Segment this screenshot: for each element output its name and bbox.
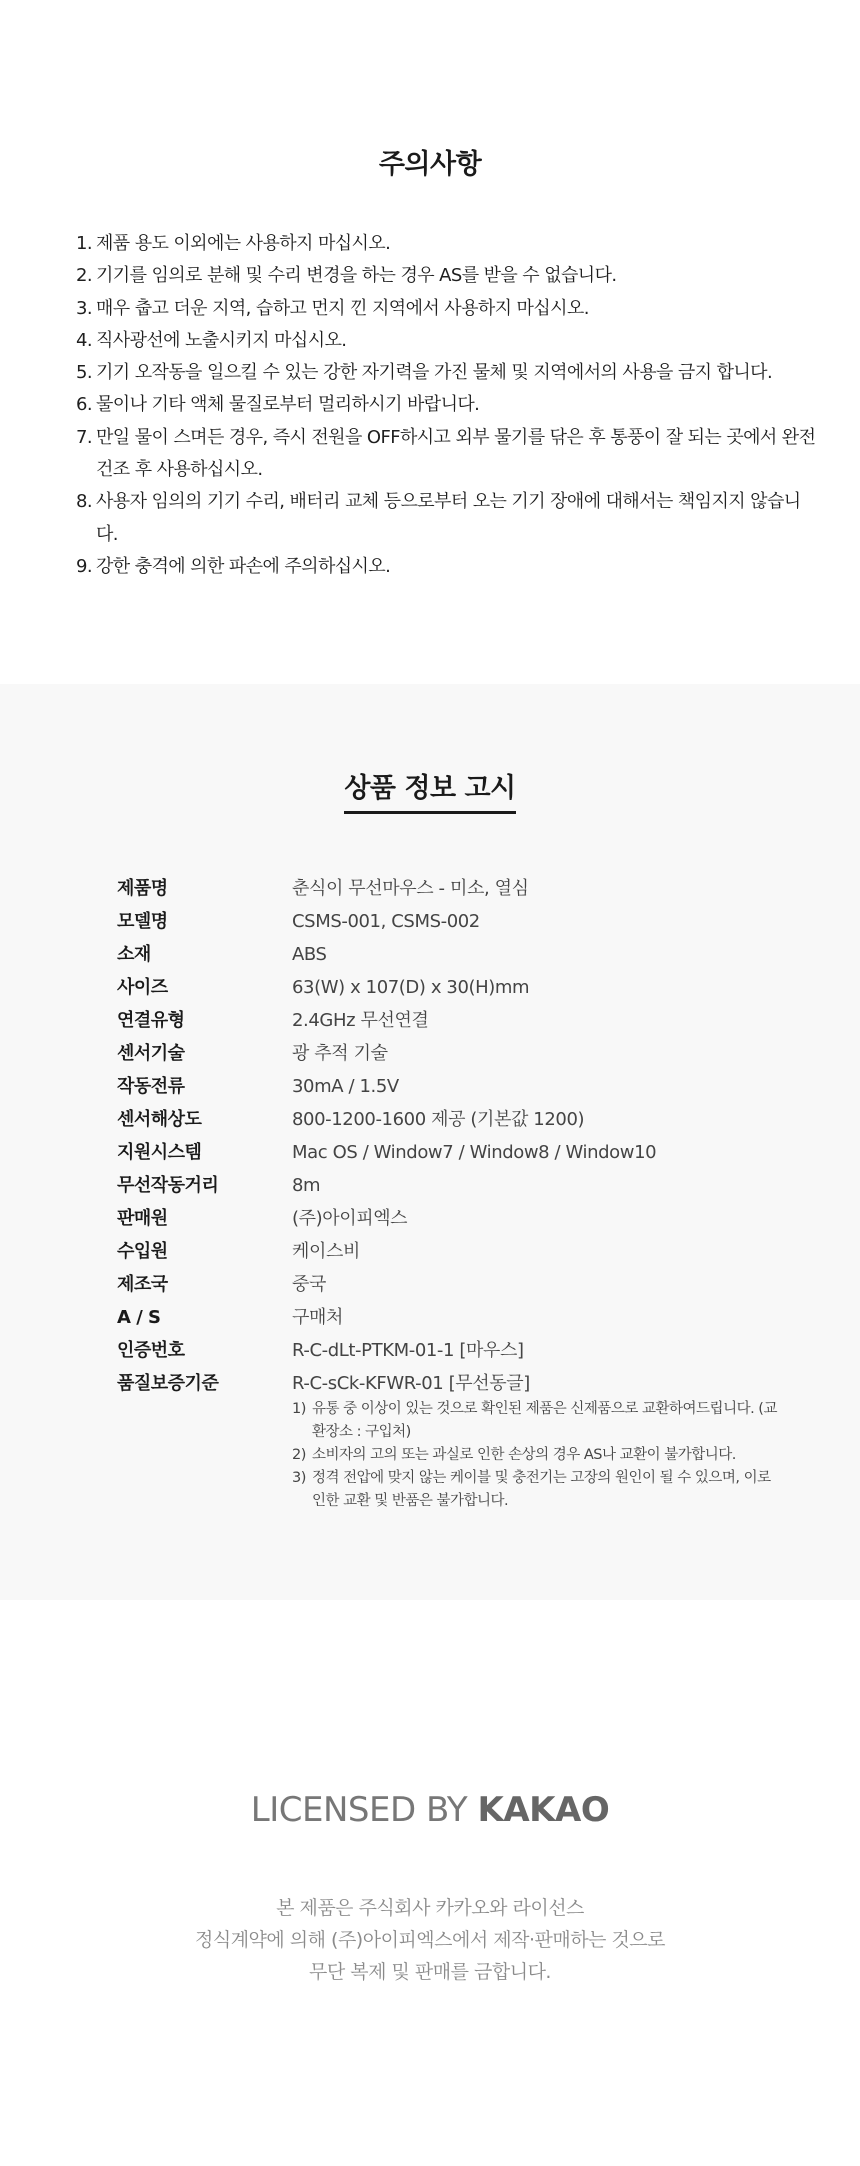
info-row-importer <box>117 1235 777 1268</box>
info-value: R-C-sCk-KFWR-01 [무선동글] <box>292 1373 530 1394</box>
info-value: Mac OS / Window7 / Window8 / Window10 <box>292 1142 657 1163</box>
info-value: 중국 <box>292 1274 326 1295</box>
quality-note-number: 2) <box>292 1447 306 1463</box>
info-key: 인증번호 <box>117 1340 185 1361</box>
caution-text: 강한 충격에 의한 파손에 주의하십시오. <box>96 555 391 577</box>
quality-note-text: 소비자의 고의 또는 과실로 인한 손상의 경우 AS나 교환이 불가합니다. <box>312 1447 736 1463</box>
license-line: 정식계약에 의해 (주)아이피엑스에서 제작·판매하는 것으로 <box>194 1929 666 1951</box>
info-row-country <box>117 1268 777 1301</box>
caution-number: 8. <box>76 491 92 513</box>
info-value-block <box>292 1367 777 1513</box>
info-key: 무선작동거리 <box>117 1175 219 1196</box>
info-key: 센서해상도 <box>117 1109 202 1130</box>
info-value: (주)아이피엑스 <box>292 1208 408 1229</box>
info-row-as <box>117 1301 777 1334</box>
info-value: 구매처 <box>292 1307 343 1328</box>
caution-text: 제품 용도 이외에는 사용하지 마십시오. <box>96 233 391 254</box>
caution-item <box>76 325 816 357</box>
caution-number: 2. <box>76 265 92 287</box>
info-value: 63(W) x 107(D) x 30(H)mm <box>292 977 530 998</box>
caution-text: 직사광선에 노출시키지 마십시오. <box>96 329 347 351</box>
info-value: ABS <box>292 944 327 965</box>
info-key: A / S <box>117 1307 161 1328</box>
info-row-size <box>117 971 777 1004</box>
caution-number: 6. <box>76 394 92 416</box>
caution-item <box>76 551 816 583</box>
info-row-sensor-resolution <box>117 1103 777 1136</box>
license-section <box>0 1600 860 2166</box>
notice-title-wrap <box>0 766 860 814</box>
info-key: 연결유형 <box>117 1010 185 1031</box>
cautions-section <box>0 0 860 684</box>
info-value: 30mA / 1.5V <box>292 1076 399 1097</box>
info-row-connection <box>117 1004 777 1037</box>
info-key: 지원시스템 <box>117 1142 202 1163</box>
quality-note-text: 유통 중 이상이 있는 것으로 확인된 제품은 신제품으로 교환하여드립니다. (교환장소 : 구입처) <box>312 1401 777 1440</box>
caution-item <box>76 357 816 389</box>
product-info-table <box>117 872 777 1513</box>
quality-note <box>292 1444 777 1467</box>
license-line: 무단 복제 및 판매를 금합니다. <box>309 1961 551 1983</box>
info-key: 소재 <box>117 944 151 965</box>
caution-item <box>76 422 816 487</box>
info-row-model <box>117 905 777 938</box>
info-key: 센서기술 <box>117 1043 185 1064</box>
info-row-certification <box>117 1334 777 1367</box>
info-row-seller <box>117 1202 777 1235</box>
caution-number: 4. <box>76 329 92 351</box>
caution-text: 매우 춥고 더운 지역, 습하고 먼지 낀 지역에서 사용하지 마십시오. <box>96 297 589 319</box>
info-row-current <box>117 1070 777 1103</box>
caution-number: 7. <box>76 426 92 448</box>
caution-item <box>76 260 816 292</box>
product-info-notice-section <box>0 684 860 1600</box>
info-row-material <box>117 938 777 971</box>
info-key: 모델명 <box>117 911 168 932</box>
license-heading-brand: KAKAO <box>477 1790 610 1830</box>
info-key: 품질보증기준 <box>117 1373 219 1394</box>
quality-note <box>292 1467 777 1513</box>
info-value: 광 추적 기술 <box>292 1043 388 1064</box>
info-value: 8m <box>292 1175 321 1196</box>
info-row-quality-warranty <box>117 1367 777 1513</box>
caution-item <box>76 228 816 260</box>
cautions-title: 주의사항 <box>378 149 482 180</box>
info-key: 작동전류 <box>117 1076 185 1097</box>
quality-note-number: 1) <box>292 1401 306 1417</box>
info-row-wireless-range <box>117 1169 777 1202</box>
info-key: 제품명 <box>117 878 168 899</box>
caution-text: 만일 물이 스며든 경우, 즉시 전원을 OFF하시고 외부 물기를 닦은 후 통풍이 잘 되는 곳에서 완전 건조 후 사용하십시오. <box>96 426 816 481</box>
quality-note-number: 3) <box>292 1470 306 1486</box>
caution-text: 물이나 기타 액체 물질로부터 멀리하시기 바랍니다. <box>96 394 480 416</box>
caution-number: 5. <box>76 362 92 384</box>
info-key: 판매원 <box>117 1208 168 1229</box>
caution-text: 기기를 임의로 분해 및 수리 변경을 하는 경우 AS를 받을 수 없습니다. <box>96 265 617 287</box>
info-row-supported-systems <box>117 1136 777 1169</box>
caution-text: 기기 오작동을 일으킬 수 있는 강한 자기력을 가진 물체 및 지역에서의 사용을 금지 합니다. <box>96 362 773 384</box>
info-value: 케이스비 <box>292 1241 360 1262</box>
info-key: 사이즈 <box>117 977 168 998</box>
quality-notes-list <box>292 1398 777 1513</box>
info-value: R-C-dLt-PTKM-01-1 [마우스] <box>292 1340 524 1361</box>
quality-note <box>292 1398 777 1444</box>
info-key: 제조국 <box>117 1274 168 1295</box>
info-value: 800-1200-1600 제공 (기본값 1200) <box>292 1109 585 1130</box>
caution-item <box>76 389 816 421</box>
info-row-sensor-tech <box>117 1037 777 1070</box>
license-line: 본 제품은 주식회사 카카오와 라이선스 <box>276 1897 584 1919</box>
notice-title: 상품 정보 고시 <box>344 766 515 814</box>
caution-number: 1. <box>76 233 92 254</box>
caution-text: 사용자 임의의 기기 수리, 배터리 교체 등으로부터 오는 기기 장애에 대해서는 책임지지 않습니다. <box>96 491 801 545</box>
info-row-product-name <box>117 872 777 905</box>
info-value: 춘식이 무선마우스 - 미소, 열심 <box>292 878 529 899</box>
info-value: CSMS-001, CSMS-002 <box>292 911 480 932</box>
caution-number: 3. <box>76 297 92 319</box>
license-heading-light: LICENSED BY <box>250 1790 478 1830</box>
quality-note-text: 정격 전압에 맞지 않는 케이블 및 충전기는 고장의 원인이 될 수 있으며, 이로 인한 교환 및 반품은 불가합니다. <box>312 1470 771 1509</box>
info-value: 2.4GHz 무선연결 <box>292 1010 429 1031</box>
caution-number: 9. <box>76 555 92 577</box>
caution-item <box>76 486 816 551</box>
caution-item <box>76 293 816 325</box>
license-text <box>0 1892 860 1988</box>
info-key: 수입원 <box>117 1241 168 1262</box>
cautions-list <box>76 228 816 583</box>
license-heading <box>0 1790 860 1830</box>
